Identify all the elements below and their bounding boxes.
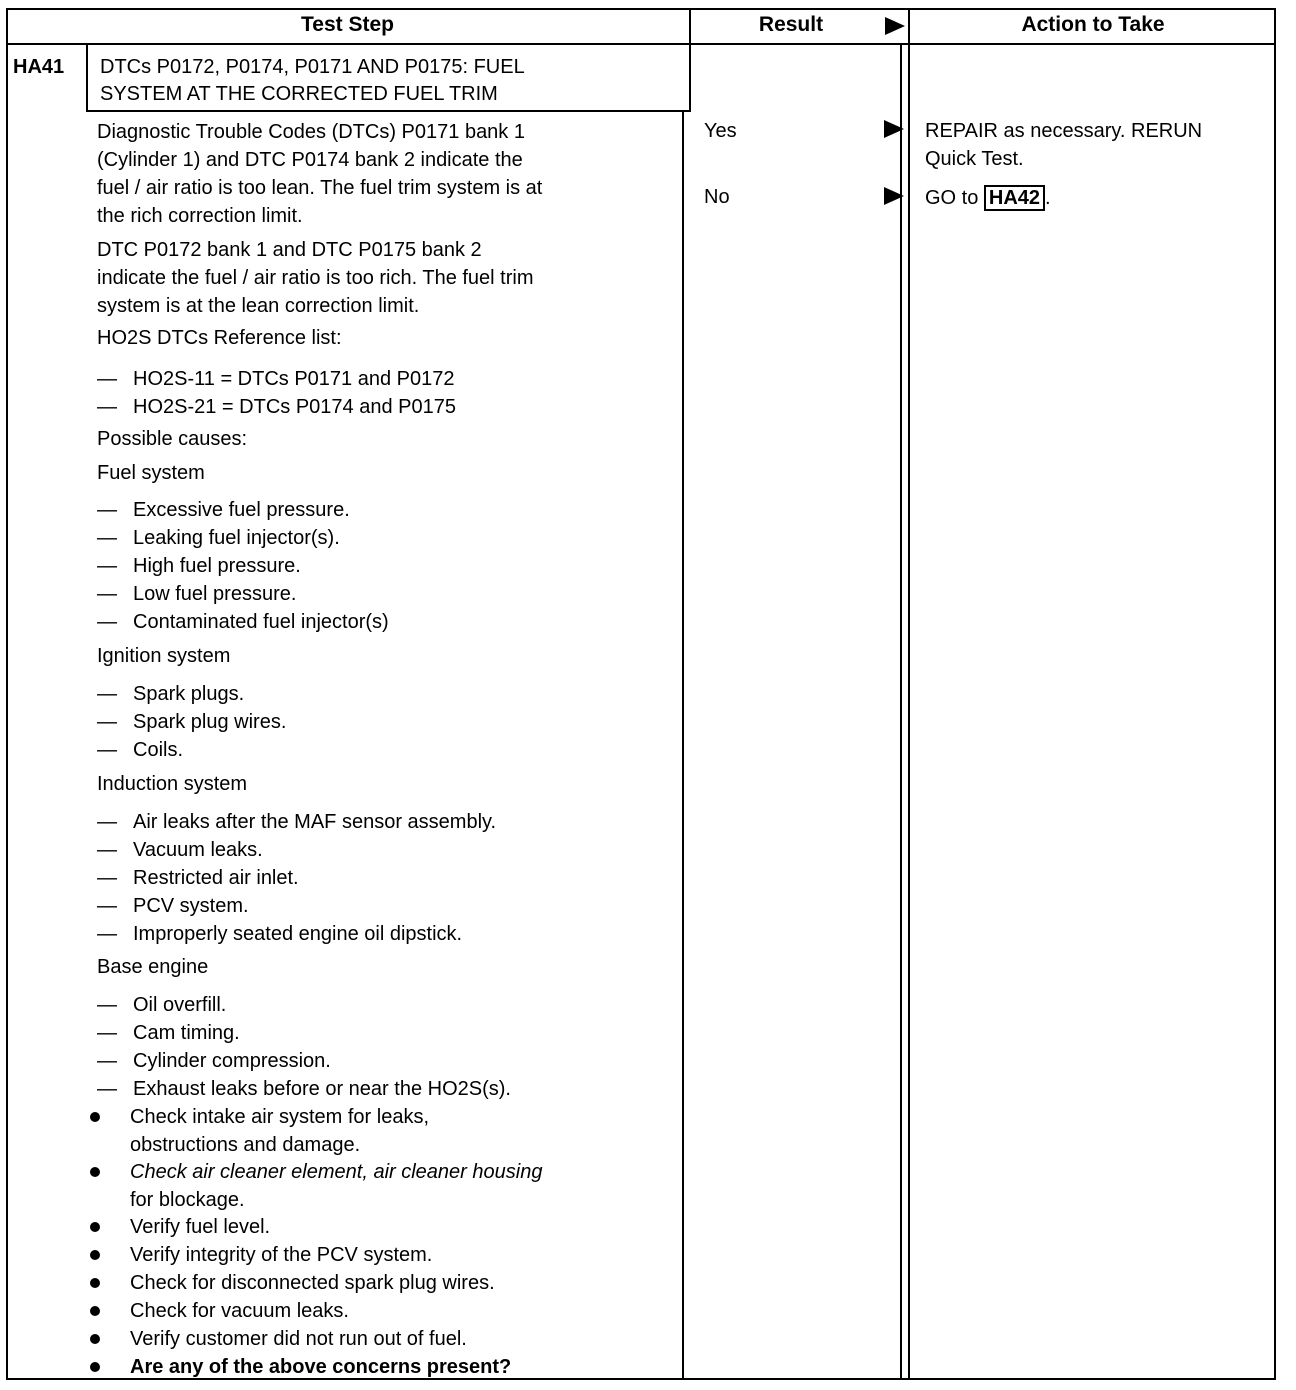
- list-item-text: HO2S-11 = DTCs P0171 and P0172: [133, 368, 455, 390]
- list-item: — Spark plugs.: [97, 683, 245, 705]
- list-item: — Exhaust leaks before or near the HO2S(s).: [97, 1078, 511, 1100]
- bullet-icon: [90, 1167, 100, 1177]
- list-item: — Excessive fuel pressure.: [97, 499, 350, 521]
- list-item: — Oil overfill.: [97, 994, 227, 1016]
- check-item-text: Verify customer did not run out of fuel.: [130, 1328, 467, 1350]
- bullet-icon: [90, 1112, 100, 1122]
- step-title-line: SYSTEM AT THE CORRECTED FUEL TRIM: [100, 83, 498, 105]
- list-item-text: Cylinder compression.: [133, 1050, 331, 1072]
- result-no-arrow-icon: [884, 187, 904, 205]
- list-item: — Restricted air inlet.: [97, 867, 299, 889]
- list-item: — Spark plug wires.: [97, 711, 287, 733]
- list-item: — Air leaks after the MAF sensor assembly.: [97, 811, 497, 833]
- list-item-text: HO2S-21 = DTCs P0174 and P0175: [133, 396, 456, 418]
- list-item: — Leaking fuel injector(s).: [97, 527, 340, 549]
- list-item-text: Low fuel pressure.: [133, 583, 297, 605]
- col-divider-result-right: [900, 44, 902, 1380]
- list-item-text: Contaminated fuel injector(s): [133, 611, 389, 633]
- fuel-heading: Fuel system: [97, 462, 205, 484]
- header-test-step: Test Step: [301, 13, 394, 36]
- base-heading: Base engine: [97, 956, 209, 978]
- check-item-text: Check intake air system for leaks, obstructions and damage.: [130, 1106, 429, 1156]
- check-item-text: Are any of the above concerns present?: [130, 1356, 512, 1378]
- list-item: — Coils.: [97, 739, 184, 761]
- list-item-text: Spark plugs.: [133, 683, 245, 705]
- header-arrow-icon: [885, 17, 905, 35]
- action-yes-line: REPAIR as necessary. RERUN: [925, 120, 1203, 142]
- text-line: indicate the fuel / air ratio is too rich. The fuel trim: [97, 267, 534, 289]
- list-item: — Cam timing.: [97, 1022, 240, 1044]
- action-no-suffix: .: [1045, 187, 1051, 209]
- list-item: — HO2S-11 = DTCs P0171 and P0172: [97, 368, 455, 390]
- list-item-text: Oil overfill.: [133, 994, 227, 1016]
- list-item: — High fuel pressure.: [97, 555, 301, 577]
- text-line: system is at the lean correction limit.: [97, 295, 420, 317]
- result-no: No: [704, 186, 730, 208]
- list-item: — PCV system.: [97, 895, 249, 917]
- header-action: Action to Take: [1021, 13, 1165, 36]
- list-item-text: Exhaust leaks before or near the HO2S(s).: [133, 1078, 511, 1100]
- list-item: — Vacuum leaks.: [97, 839, 263, 861]
- bullet-icon: [90, 1278, 100, 1288]
- desc-paragraph-2: [97, 236, 534, 320]
- desc-paragraph-1: [97, 118, 542, 230]
- col-divider-step-lower: [682, 112, 684, 1380]
- text-line: DTC P0172 bank 1 and DTC P0175 bank 2: [97, 239, 482, 261]
- text-line: the rich correction limit.: [97, 205, 303, 227]
- action-no-prefix: GO to: [925, 187, 984, 209]
- col-divider-step: [689, 44, 691, 112]
- result-yes-arrow-icon: [884, 120, 904, 138]
- list-item-text: Spark plug wires.: [133, 711, 287, 733]
- list-item: — Low fuel pressure.: [97, 583, 297, 605]
- step-title: [100, 54, 525, 108]
- check-item-text: Verify integrity of the PCV system.: [130, 1244, 433, 1266]
- step-id: HA41: [13, 56, 65, 78]
- list-item-text: PCV system.: [133, 895, 249, 917]
- header-underline: [6, 43, 1276, 45]
- header-result: Result: [758, 13, 824, 36]
- bullet-icon: [90, 1306, 100, 1316]
- goto-step-link[interactable]: HA42: [984, 185, 1045, 211]
- text-line: fuel / air ratio is too lean. The fuel trim system is at: [97, 177, 543, 199]
- list-item-text: Vacuum leaks.: [133, 839, 263, 861]
- list-item-text: Improperly seated engine oil dipstick.: [133, 923, 463, 945]
- bullet-icon: [90, 1250, 100, 1260]
- text-line: Diagnostic Trouble Codes (DTCs) P0171 bank 1: [97, 121, 525, 143]
- list-item-text: Restricted air inlet.: [133, 867, 299, 889]
- list-item-text: High fuel pressure.: [133, 555, 301, 577]
- action-no: [925, 184, 1051, 212]
- col-divider-2: [908, 8, 910, 1380]
- list-item-text: Cam timing.: [133, 1022, 240, 1044]
- action-yes: [925, 117, 1202, 173]
- list-item-text: Excessive fuel pressure.: [133, 499, 350, 521]
- list-item: — Cylinder compression.: [97, 1050, 331, 1072]
- bullet-icon: [90, 1334, 100, 1344]
- id-divider: [86, 44, 88, 112]
- bullet-icon: [90, 1222, 100, 1232]
- list-item-text: Coils.: [133, 739, 184, 761]
- list-item-text: Leaking fuel injector(s).: [133, 527, 340, 549]
- list-item-text: Air leaks after the MAF sensor assembly.: [133, 811, 497, 833]
- step-title-underline: [86, 110, 691, 112]
- check-item-text: Check air cleaner element, air cleaner housing for blockage.: [130, 1161, 543, 1211]
- step-title-line: DTCs P0172, P0174, P0171 AND P0175: FUEL: [100, 56, 525, 78]
- ho2s-heading: HO2S DTCs Reference list:: [97, 327, 342, 349]
- list-item: — Improperly seated engine oil dipstick.: [97, 923, 463, 945]
- result-yes: Yes: [704, 120, 737, 142]
- bullet-icon: [90, 1362, 100, 1372]
- check-item-text: Check for vacuum leaks.: [130, 1300, 349, 1322]
- check-item-text: Verify fuel level.: [130, 1216, 271, 1238]
- causes-heading: Possible causes:: [97, 428, 248, 450]
- action-yes-line: Quick Test.: [925, 148, 1024, 170]
- text-line: (Cylinder 1) and DTC P0174 bank 2 indicate the: [97, 149, 523, 171]
- induction-heading: Induction system: [97, 773, 248, 795]
- check-item-text: Check for disconnected spark plug wires.: [130, 1272, 495, 1294]
- list-item: — HO2S-21 = DTCs P0174 and P0175: [97, 396, 456, 418]
- list-item: — Contaminated fuel injector(s): [97, 611, 389, 633]
- ignition-heading: Ignition system: [97, 645, 231, 667]
